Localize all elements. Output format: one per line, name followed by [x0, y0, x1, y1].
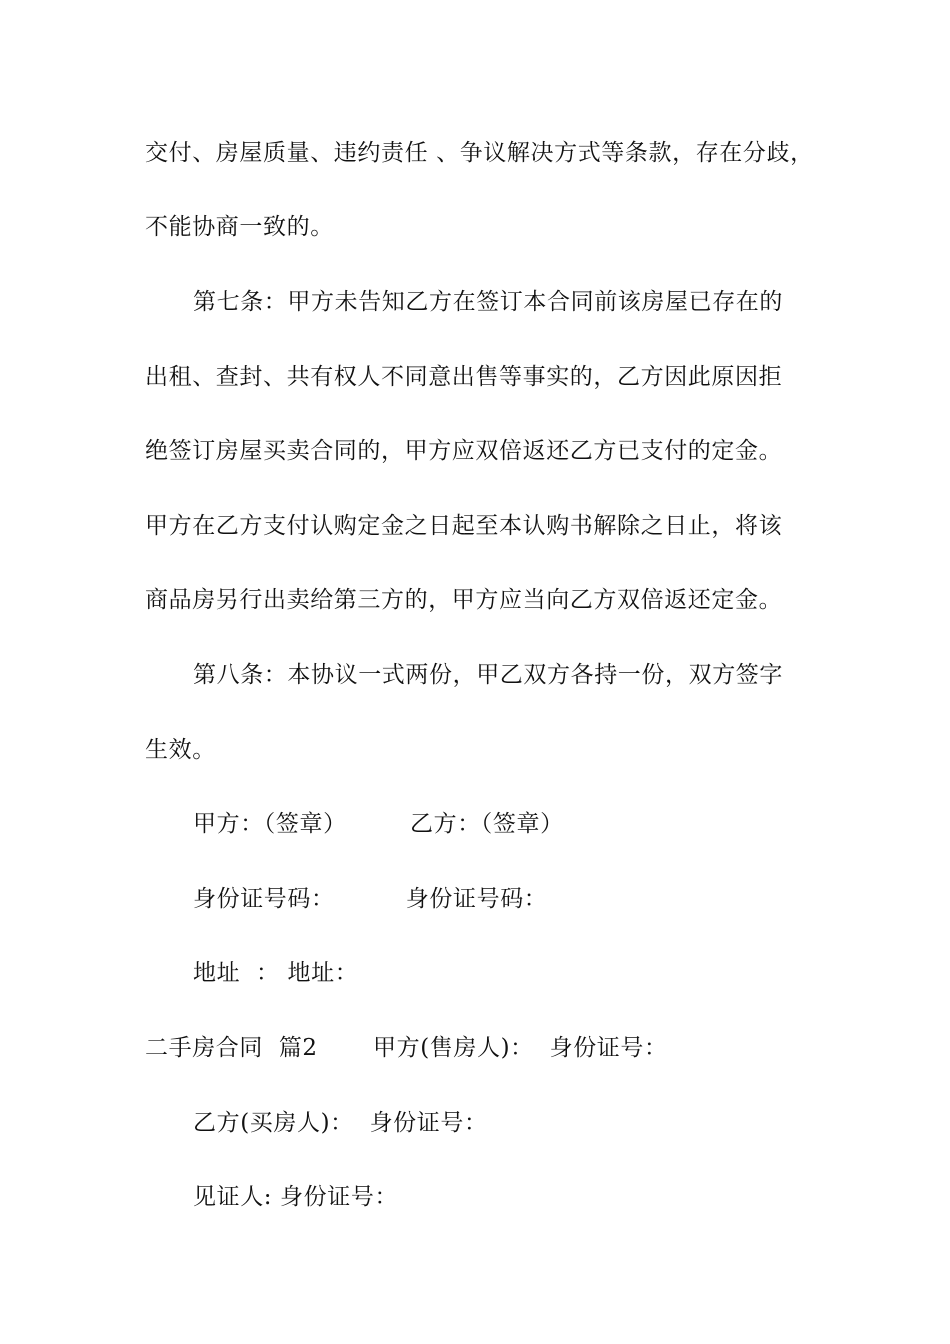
paragraph-line: 甲方在乙方支付认购定金之日起至本认购书解除之日止，将该 [145, 513, 783, 539]
paragraph-line: 交付、房屋质量、违约责任 、争议解决方式等条款，存在分歧， [145, 140, 814, 166]
witness-line: 见证人: 身份证号： [193, 1184, 399, 1210]
paragraph-line: 出租、查封、共有权人不同意出售等事实的，乙方因此原因拒 [145, 364, 783, 390]
id-number-line: 身份证号码： 身份证号码： [193, 886, 548, 912]
paragraph-line: 不能协商一致的。 [145, 214, 334, 240]
article-8-line: 第八条：本协议一式两份，甲乙双方各持一份，双方签字 [193, 662, 783, 688]
contract-2-heading-line: 二手房合同 篇2 甲方(售房人)： 身份证号： [145, 1035, 668, 1061]
paragraph-line: 生效。 [145, 737, 216, 763]
paragraph-line: 绝签订房屋买卖合同的，甲方应双倍返还乙方已支付的定金。 [145, 438, 783, 464]
signature-line: 甲方：（签章） 乙方：（签章） [193, 811, 564, 837]
buyer-line: 乙方(买房人)： 身份证号： [193, 1110, 488, 1136]
article-7-line: 第七条：甲方未告知乙方在签订本合同前该房屋已存在的 [193, 289, 783, 315]
address-line: 地址 ： 地址： [193, 960, 359, 986]
paragraph-line: 商品房另行出卖给第三方的，甲方应当向乙方双倍返还定金。 [145, 587, 783, 613]
